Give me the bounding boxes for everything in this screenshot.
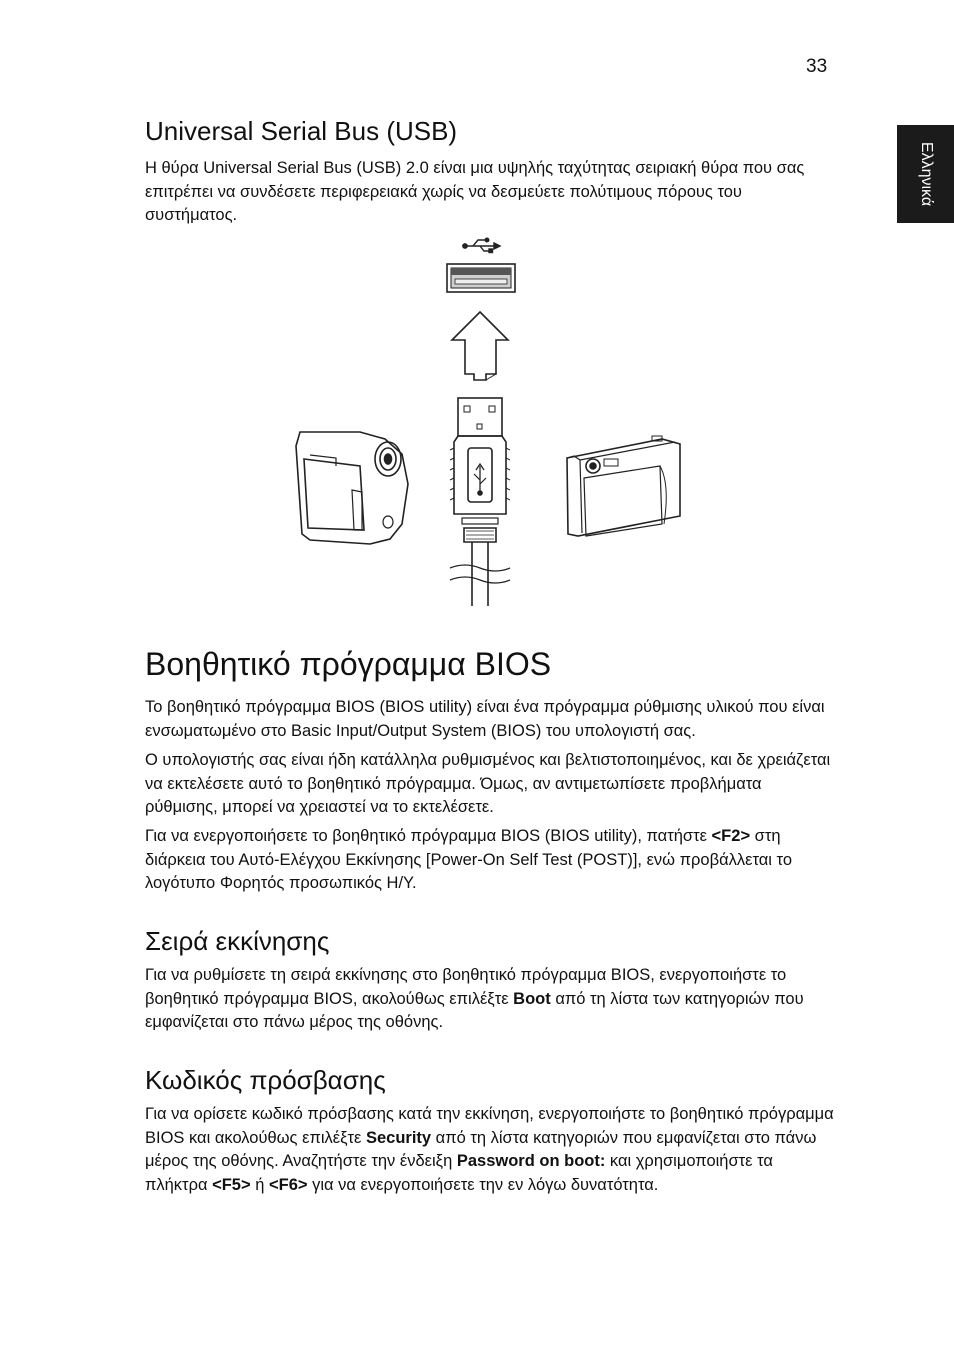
bios-heading: Βοηθητικό πρόγραμμα BIOS bbox=[145, 646, 552, 682]
bios-p3-text-a: Για να ενεργοποιήσετε το βοηθητικό πρόγραμμα BIOS (BIOS utility), πατήστε bbox=[145, 827, 712, 845]
usb-heading: Universal Serial Bus (USB) bbox=[145, 116, 458, 146]
f2-key: <F2> bbox=[711, 827, 751, 845]
bios-paragraph-2: Ο υπολογιστής σας είναι ήδη κατάλληλα ρυθμισμένος και βελτιστοποιημένος, και δε χρειάζεται να εκτελέσετε αυτό το βοηθητικό πρόγραμμα. Όμως, αν αντιμετωπίσετε προβλήματα ρύθμισης, μπορεί να χρειαστεί να το εκτελέσετε. bbox=[145, 751, 831, 816]
password-section bbox=[145, 1065, 835, 1096]
boot-text-a: Για να ρυθμίσετε τη σειρά εκκίνησης στο βοηθητικό πρόγραμμα BIOS, ενεργοποιήστε το βοηθητικό πρόγραμμα BIOS, ακολούθως επιλέξτε bbox=[145, 966, 787, 1008]
usb-paragraph-wrap bbox=[145, 157, 835, 228]
boot-bold: Boot bbox=[513, 989, 551, 1008]
up-arrow-icon bbox=[452, 312, 508, 380]
f6-key: <F6> bbox=[268, 1175, 308, 1194]
password-paragraph bbox=[145, 1103, 835, 1197]
password-text-c: και χρησιμοποιήστε τα πλήκτρα bbox=[145, 1152, 773, 1194]
security-bold: Security bbox=[365, 1128, 432, 1147]
boot-section bbox=[145, 926, 835, 957]
bios-paragraph-3 bbox=[145, 825, 835, 896]
language-tab bbox=[897, 125, 954, 223]
password-text-e: για να ενεργοποιήσετε την εν λόγω δυνατότητα. bbox=[307, 1175, 659, 1194]
f5-key: <F5> bbox=[212, 1175, 251, 1194]
language-tab-label: Ελληνικά bbox=[917, 141, 935, 207]
password-heading: Κωδικός πρόσβασης bbox=[145, 1065, 386, 1095]
digital-camera-icon bbox=[567, 436, 680, 536]
bios-paragraph-3-wrap bbox=[145, 825, 835, 896]
password-paragraph-wrap bbox=[145, 1103, 835, 1197]
bios-paragraph-2-wrap bbox=[145, 749, 835, 820]
usb-plug-icon bbox=[450, 398, 510, 606]
boot-heading: Σειρά εκκίνησης bbox=[145, 926, 330, 956]
password-text-d: ή bbox=[250, 1175, 269, 1194]
usb-symbol-icon bbox=[463, 238, 500, 252]
bios-paragraph-1: Το βοηθητικό πρόγραμμα BIOS (BIOS utility) είναι ένα πρόγραμμα ρύθμισης υλικού που είναι ενσωματωμένο στο Basic Input/Output System (BIOS) του υπολογιστή σας. bbox=[145, 698, 825, 740]
boot-text-b: από τη λίστα των κατηγοριών που εμφανίζεται στο πάνω μέρος της οθόνης. bbox=[145, 989, 804, 1031]
bios-paragraph-1-wrap bbox=[145, 696, 835, 743]
camcorder-icon bbox=[296, 432, 408, 544]
usb-paragraph: Η θύρα Universal Serial Bus (USB) 2.0 είναι μια υψηλής ταχύτητας σειριακή θύρα που σας επιτρέπει να συνδέσετε περιφερειακά χωρίς να δεσμεύετε πολύτιμους πόρους του συστήματος. bbox=[145, 159, 805, 224]
bios-p3-text-b: στη διάρκεια του Αυτό-Ελέγχου Εκκίνησης [Power-On Self Test (POST)], ενώ προβάλλεται το λογότυπο Φορητός προσωπικός Η/Υ. bbox=[145, 827, 793, 892]
boot-paragraph bbox=[145, 964, 835, 1035]
usb-port-icon bbox=[447, 264, 515, 292]
bios-section bbox=[145, 646, 835, 683]
page-number: 33 bbox=[806, 56, 828, 77]
boot-paragraph-wrap bbox=[145, 964, 835, 1035]
password-text-a: Για να ορίσετε κωδικό πρόσβασης κατά την εκκίνηση, ενεργοποιήστε το βοηθητικό πρόγραμμα BIOS και ακολούθως επιλέξτε bbox=[145, 1105, 834, 1147]
usb-section bbox=[145, 116, 835, 147]
password-text-b: από τη λίστα κατηγοριών που εμφανίζεται στο πάνω μέρος της οθόνης. Αναζητήστε την ένδειξη bbox=[145, 1128, 817, 1170]
password-on-boot-bold: Password on boot: bbox=[456, 1152, 606, 1170]
usb-illustration bbox=[290, 234, 690, 610]
